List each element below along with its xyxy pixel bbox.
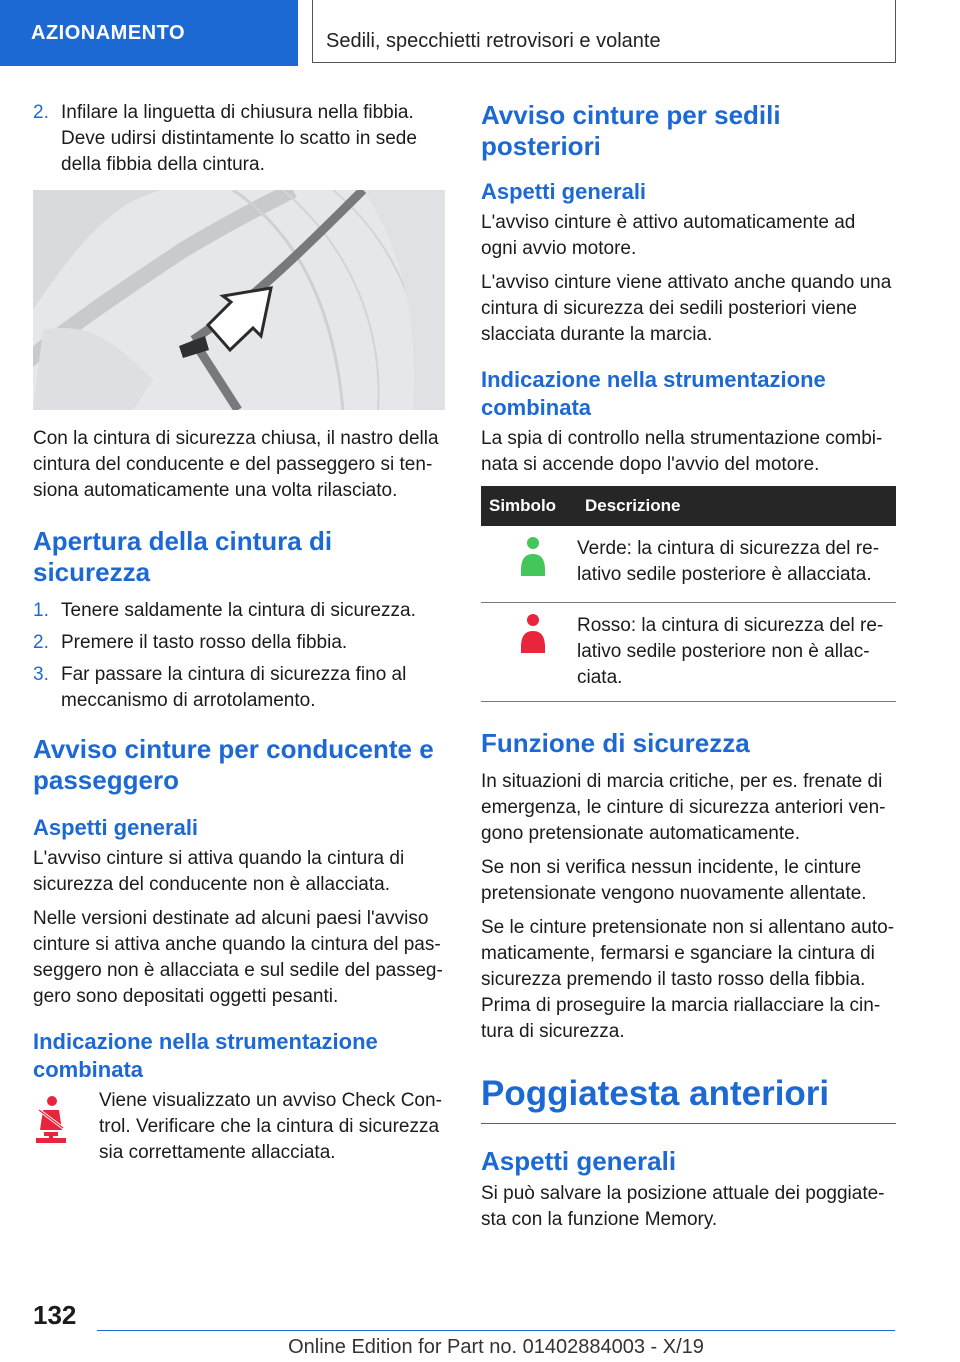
- step-text: Premere il tasto rosso della fibbia.: [61, 632, 348, 653]
- photo-caption: Con la cintura di sicurezza chiusa, il nastro della cintura del conducente e del passeggero si tensiona automaticamente una volta rilasciato.: [33, 428, 439, 501]
- seatbelt-illustration: [33, 190, 445, 410]
- rear-belt-red-icon: [517, 613, 549, 661]
- column-header-description: Descrizione: [577, 486, 896, 526]
- step-number: 3.: [33, 664, 49, 685]
- page-number: 132: [33, 1300, 77, 1330]
- page-header: [0, 0, 960, 66]
- step-text: Infilare la linguetta di chiusura nella fibbia. Deve udirsi distintamente lo scatto in sede della fibbia della cintura.: [61, 102, 417, 175]
- paragraph: Si può salvare la posizione attuale dei poggiatesta con la funzione Memory.: [481, 1183, 885, 1230]
- step-item: [33, 630, 445, 656]
- subsection-title-general: Aspetti generali: [33, 815, 199, 840]
- section-tab: AZIONAMENTO: [0, 0, 298, 66]
- paragraph: Viene visualizzato un avviso Check Control. Verificare che la cintura di sicurezza sia correttamente allacciata.: [99, 1090, 442, 1163]
- step-item: [33, 598, 445, 624]
- paragraph: In situazioni di marcia critiche, per es. frenate di emergenza, le cinture di sicurezza anteriori vengono pretensionate automaticamente.: [481, 771, 886, 844]
- section-title-driver-warning: Avviso cinture per conducente e passeggero: [33, 734, 434, 795]
- section-title-rear-warning: Avviso cinture per sedili posteriori: [481, 100, 781, 161]
- paragraph: L'avviso cinture si attiva quando la cintura di sicurezza del conducente non è allacciata.: [33, 848, 405, 895]
- subsection-title-general: Aspetti generali: [481, 1146, 677, 1176]
- subsection-title-display: Indicazione nella strumentazione combinata: [481, 367, 826, 420]
- edition-footer: Online Edition for Part no. 01402884003 - X/19: [288, 1336, 704, 1358]
- check-control-block: [33, 1088, 445, 1166]
- paragraph: La spia di controllo nella strumentazione combinata si accende dopo l'avvio del motore.: [481, 428, 883, 475]
- column-header-symbol: Simbolo: [481, 486, 577, 526]
- left-column: [33, 100, 445, 1166]
- step-item: [33, 100, 445, 178]
- step-text: Far passare la cintura di sicurezza fino al meccanismo di arrotolamento.: [61, 664, 407, 711]
- chapter-heading-headrests: Poggiatesta anteriori: [481, 1073, 896, 1124]
- chapter-title: Sedili, specchietti retrovisori e volante: [312, 0, 896, 63]
- paragraph: L'avviso cinture è attivo automaticamente ad ogni avvio motore.: [481, 212, 856, 259]
- step-text: Tenere saldamente la cintura di sicurezza.: [61, 600, 416, 621]
- right-column: [481, 100, 896, 1241]
- symbol-cell: [481, 526, 577, 603]
- footer-divider: [97, 1330, 895, 1331]
- seatbelt-buckle-photo: [33, 190, 445, 410]
- paragraph: Nelle versioni destinate ad alcuni paesi l'avviso cinture si attiva anche quando la cintura del passeggero non è allacciata e sul sedile del passeggero sono depositati oggetti pesanti.: [33, 908, 443, 1007]
- seatbelt-warning-icon: [33, 1088, 99, 1166]
- step-number: 2.: [33, 102, 49, 123]
- subsection-title-display: Indicazione nella strumentazione combinata: [33, 1029, 378, 1082]
- table-row: [481, 526, 896, 603]
- subsection-title-general: Aspetti generali: [481, 179, 647, 204]
- opening-steps-list: [33, 598, 445, 714]
- section-title-opening: Apertura della cintura di sicurezza: [33, 526, 333, 587]
- paragraph: Se le cinture pretensionate non si allentano automaticamente, fermarsi e sganciare la cintura di sicurezza premendo il tasto rosso della fibbia. Prima di proseguire la marcia riallacciare la cintura di sicurezza.: [481, 917, 895, 1042]
- step-number: 1.: [33, 600, 49, 621]
- table-header-row: [481, 486, 896, 526]
- description-cell: Verde: la cintura di sicurezza del relativo sedile posteriore è allacciata.: [577, 526, 896, 603]
- symbol-cell: [481, 603, 577, 702]
- rear-belt-green-icon: [517, 536, 549, 584]
- table-row: [481, 603, 896, 702]
- paragraph: L'avviso cinture viene attivato anche quando una cintura di sicurezza dei sedili posteriori viene slacciata durante la marcia.: [481, 272, 892, 345]
- step-number: 2.: [33, 632, 49, 653]
- symbol-table: [481, 486, 896, 702]
- paragraph: Se non si verifica nessun incidente, le cinture pretensionate vengono nuovamente allentate.: [481, 857, 867, 904]
- step-item: [33, 662, 445, 714]
- description-cell: Rosso: la cintura di sicurezza del relativo sedile posteriore non è allacciata.: [577, 603, 896, 702]
- section-title-safety: Funzione di sicurezza: [481, 728, 750, 758]
